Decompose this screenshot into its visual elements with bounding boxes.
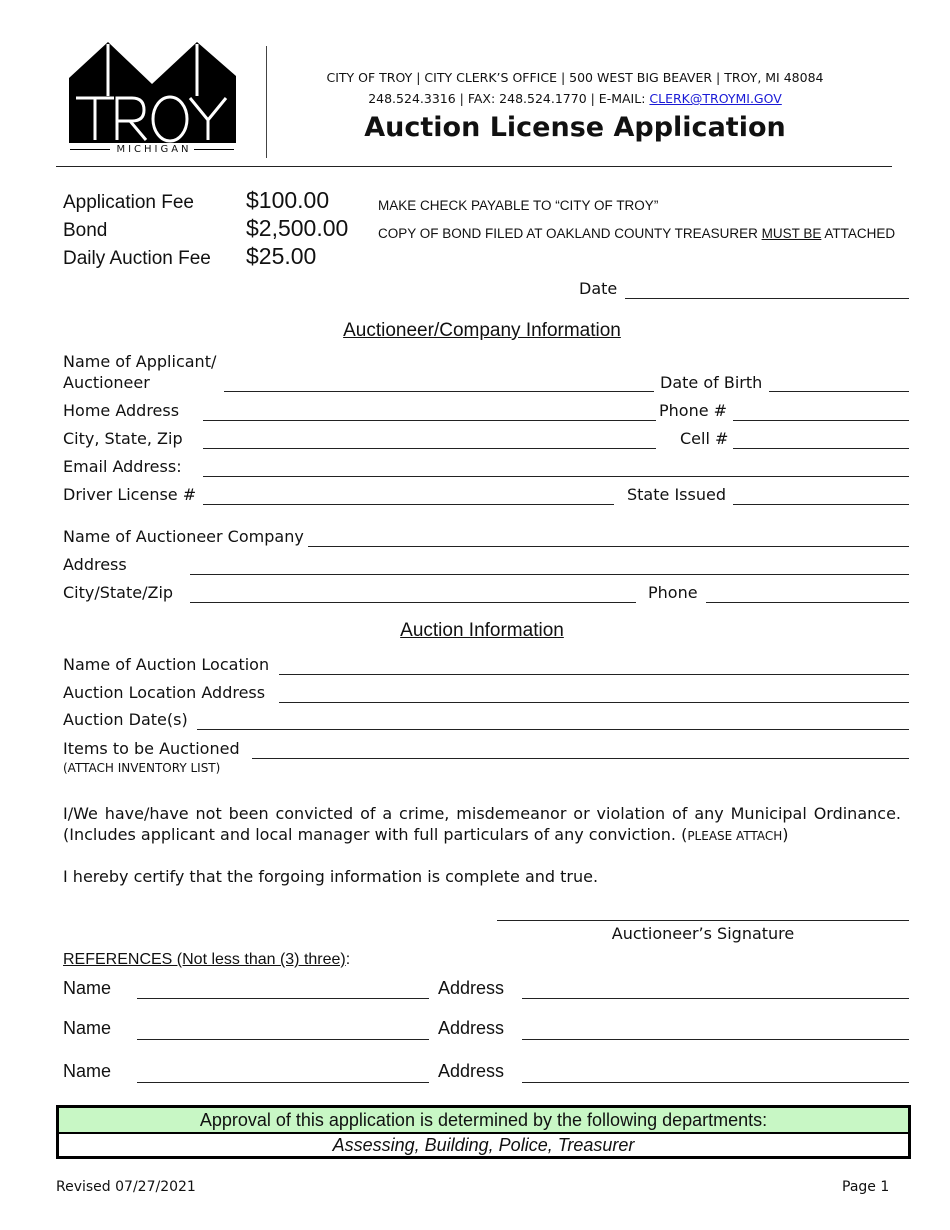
applicant-name-field[interactable] xyxy=(224,391,654,392)
home-address-field[interactable] xyxy=(203,420,656,421)
email-field[interactable] xyxy=(203,476,909,477)
driver-license-label: Driver License # xyxy=(63,485,197,504)
approval-heading-row xyxy=(59,1108,908,1134)
logo-subtitle: MICHIGAN xyxy=(62,144,242,155)
phone-field[interactable] xyxy=(733,420,909,421)
date-label: Date xyxy=(579,279,618,298)
items-auctioned-field[interactable] xyxy=(252,758,909,759)
auction-dates-label: Auction Date(s) xyxy=(63,710,188,729)
auction-location-address-label: Auction Location Address xyxy=(63,683,266,702)
signature-field[interactable] xyxy=(497,920,909,921)
bond-note-pre: COPY OF BOND FILED AT OAKLAND COUNTY TREASURER xyxy=(378,226,762,241)
reference-3-name-field[interactable] xyxy=(137,1082,429,1083)
state-issued-field[interactable] xyxy=(733,504,909,505)
approval-departments-row xyxy=(59,1134,908,1156)
state-issued-label: State Issued xyxy=(627,485,726,504)
certify-statement: I hereby certify that the forgoing information is complete and true. xyxy=(63,867,599,886)
fee-amount-daily: $25.00 xyxy=(246,243,317,269)
company-phone-field[interactable] xyxy=(706,602,909,603)
items-auctioned-label: Items to be Auctioned xyxy=(63,739,240,758)
auction-location-label: Name of Auction Location xyxy=(63,655,270,674)
fee-note-check: MAKE CHECK PAYABLE TO “CITY OF TROY” xyxy=(378,198,659,213)
auctioneer-section-title: Auctioneer/Company Information xyxy=(343,320,621,341)
reference-1-address-field[interactable] xyxy=(522,998,909,999)
fee-amount-application: $100.00 xyxy=(246,187,330,213)
city-state-zip-field[interactable] xyxy=(203,448,656,449)
fee-name-application: Application Fee xyxy=(63,192,194,213)
city-state-zip-label: City, State, Zip xyxy=(63,429,183,448)
applicant-name-label-line1: Name of Applicant/ xyxy=(63,352,217,371)
reference-1-address-label: Address xyxy=(438,978,505,998)
dob-label: Date of Birth xyxy=(660,373,763,392)
inventory-note: (ATTACH INVENTORY LIST) xyxy=(63,761,221,775)
signature-label: Auctioneer’s Signature xyxy=(611,924,795,943)
approval-departments: Assessing, Building, Police, Treasurer xyxy=(332,1135,635,1155)
references-title xyxy=(63,951,350,969)
email-label: Email Address: xyxy=(63,457,182,476)
bond-note-post: ATTACHED xyxy=(821,226,896,241)
fee-note-bond xyxy=(378,226,895,241)
revised-date: Revised 07/27/2021 xyxy=(56,1179,196,1195)
conviction-note: PLEASE ATTACH xyxy=(687,829,783,843)
date-field[interactable] xyxy=(625,298,909,299)
auction-dates-field[interactable] xyxy=(197,729,909,730)
company-address-label: Address xyxy=(63,555,127,574)
conviction-statement xyxy=(63,803,901,847)
reference-2-address-field[interactable] xyxy=(522,1039,909,1040)
header-phone-fax: 248.524.3316 | FAX: 248.524.1770 | E-MAIL: xyxy=(368,91,650,106)
reference-1-name-label: Name xyxy=(63,978,112,998)
reference-3-name-label: Name xyxy=(63,1061,112,1081)
auction-location-field[interactable] xyxy=(279,674,909,675)
fee-name-daily: Daily Auction Fee xyxy=(63,248,211,269)
reference-2-name-field[interactable] xyxy=(137,1039,429,1040)
approval-box xyxy=(56,1105,911,1159)
header-address: CITY OF TROY | CITY CLERK’S OFFICE | 500 WEST BIG BEAVER | TROY, MI 48084 xyxy=(326,70,824,85)
reference-3-address-field[interactable] xyxy=(522,1082,909,1083)
header-divider-vertical xyxy=(266,46,267,158)
auction-section-title: Auction Information xyxy=(400,620,564,641)
reference-3-address-label: Address xyxy=(438,1061,505,1081)
company-name-field[interactable] xyxy=(308,546,909,547)
conviction-text: I/We have/have not been convicted of a crime, misdemeanor or violation of any Municipal Ordinance. (Includes applicant and local manager with full particulars of any conviction. ( xyxy=(63,804,901,844)
company-phone-label: Phone xyxy=(648,583,698,602)
approval-heading: Approval of this application is determined by the following departments: xyxy=(199,1110,768,1130)
troy-logo xyxy=(62,40,242,162)
fee-name-bond: Bond xyxy=(63,220,108,241)
fee-amount-bond: $2,500.00 xyxy=(246,215,349,241)
page-number: Page 1 xyxy=(842,1179,890,1195)
references-title-text: REFERENCES (Not less than (3) three) xyxy=(63,951,346,968)
phone-label: Phone # xyxy=(659,401,728,420)
email-link[interactable]: CLERK@TROYMI.GOV xyxy=(649,91,782,106)
header-rule xyxy=(56,166,892,167)
conviction-close: ) xyxy=(782,825,789,844)
reference-2-name-label: Name xyxy=(63,1018,112,1038)
applicant-name-label-line2: Auctioneer xyxy=(63,373,150,392)
references-title-colon: : xyxy=(345,951,351,968)
bond-note-emphasis: MUST BE xyxy=(761,226,822,241)
home-address-label: Home Address xyxy=(63,401,180,420)
header-contact xyxy=(300,91,850,106)
cell-field[interactable] xyxy=(733,448,909,449)
reference-2-address-label: Address xyxy=(438,1018,505,1038)
page-title: Auction License Application xyxy=(364,112,786,143)
driver-license-field[interactable] xyxy=(203,504,614,505)
company-city-label: City/State/Zip xyxy=(63,583,174,602)
dob-field[interactable] xyxy=(769,391,909,392)
reference-1-name-field[interactable] xyxy=(137,998,429,999)
company-city-field[interactable] xyxy=(190,602,636,603)
auction-location-address-field[interactable] xyxy=(279,702,909,703)
cell-label: Cell # xyxy=(680,429,729,448)
company-address-field[interactable] xyxy=(190,574,909,575)
company-name-label: Name of Auctioneer Company xyxy=(63,527,304,546)
